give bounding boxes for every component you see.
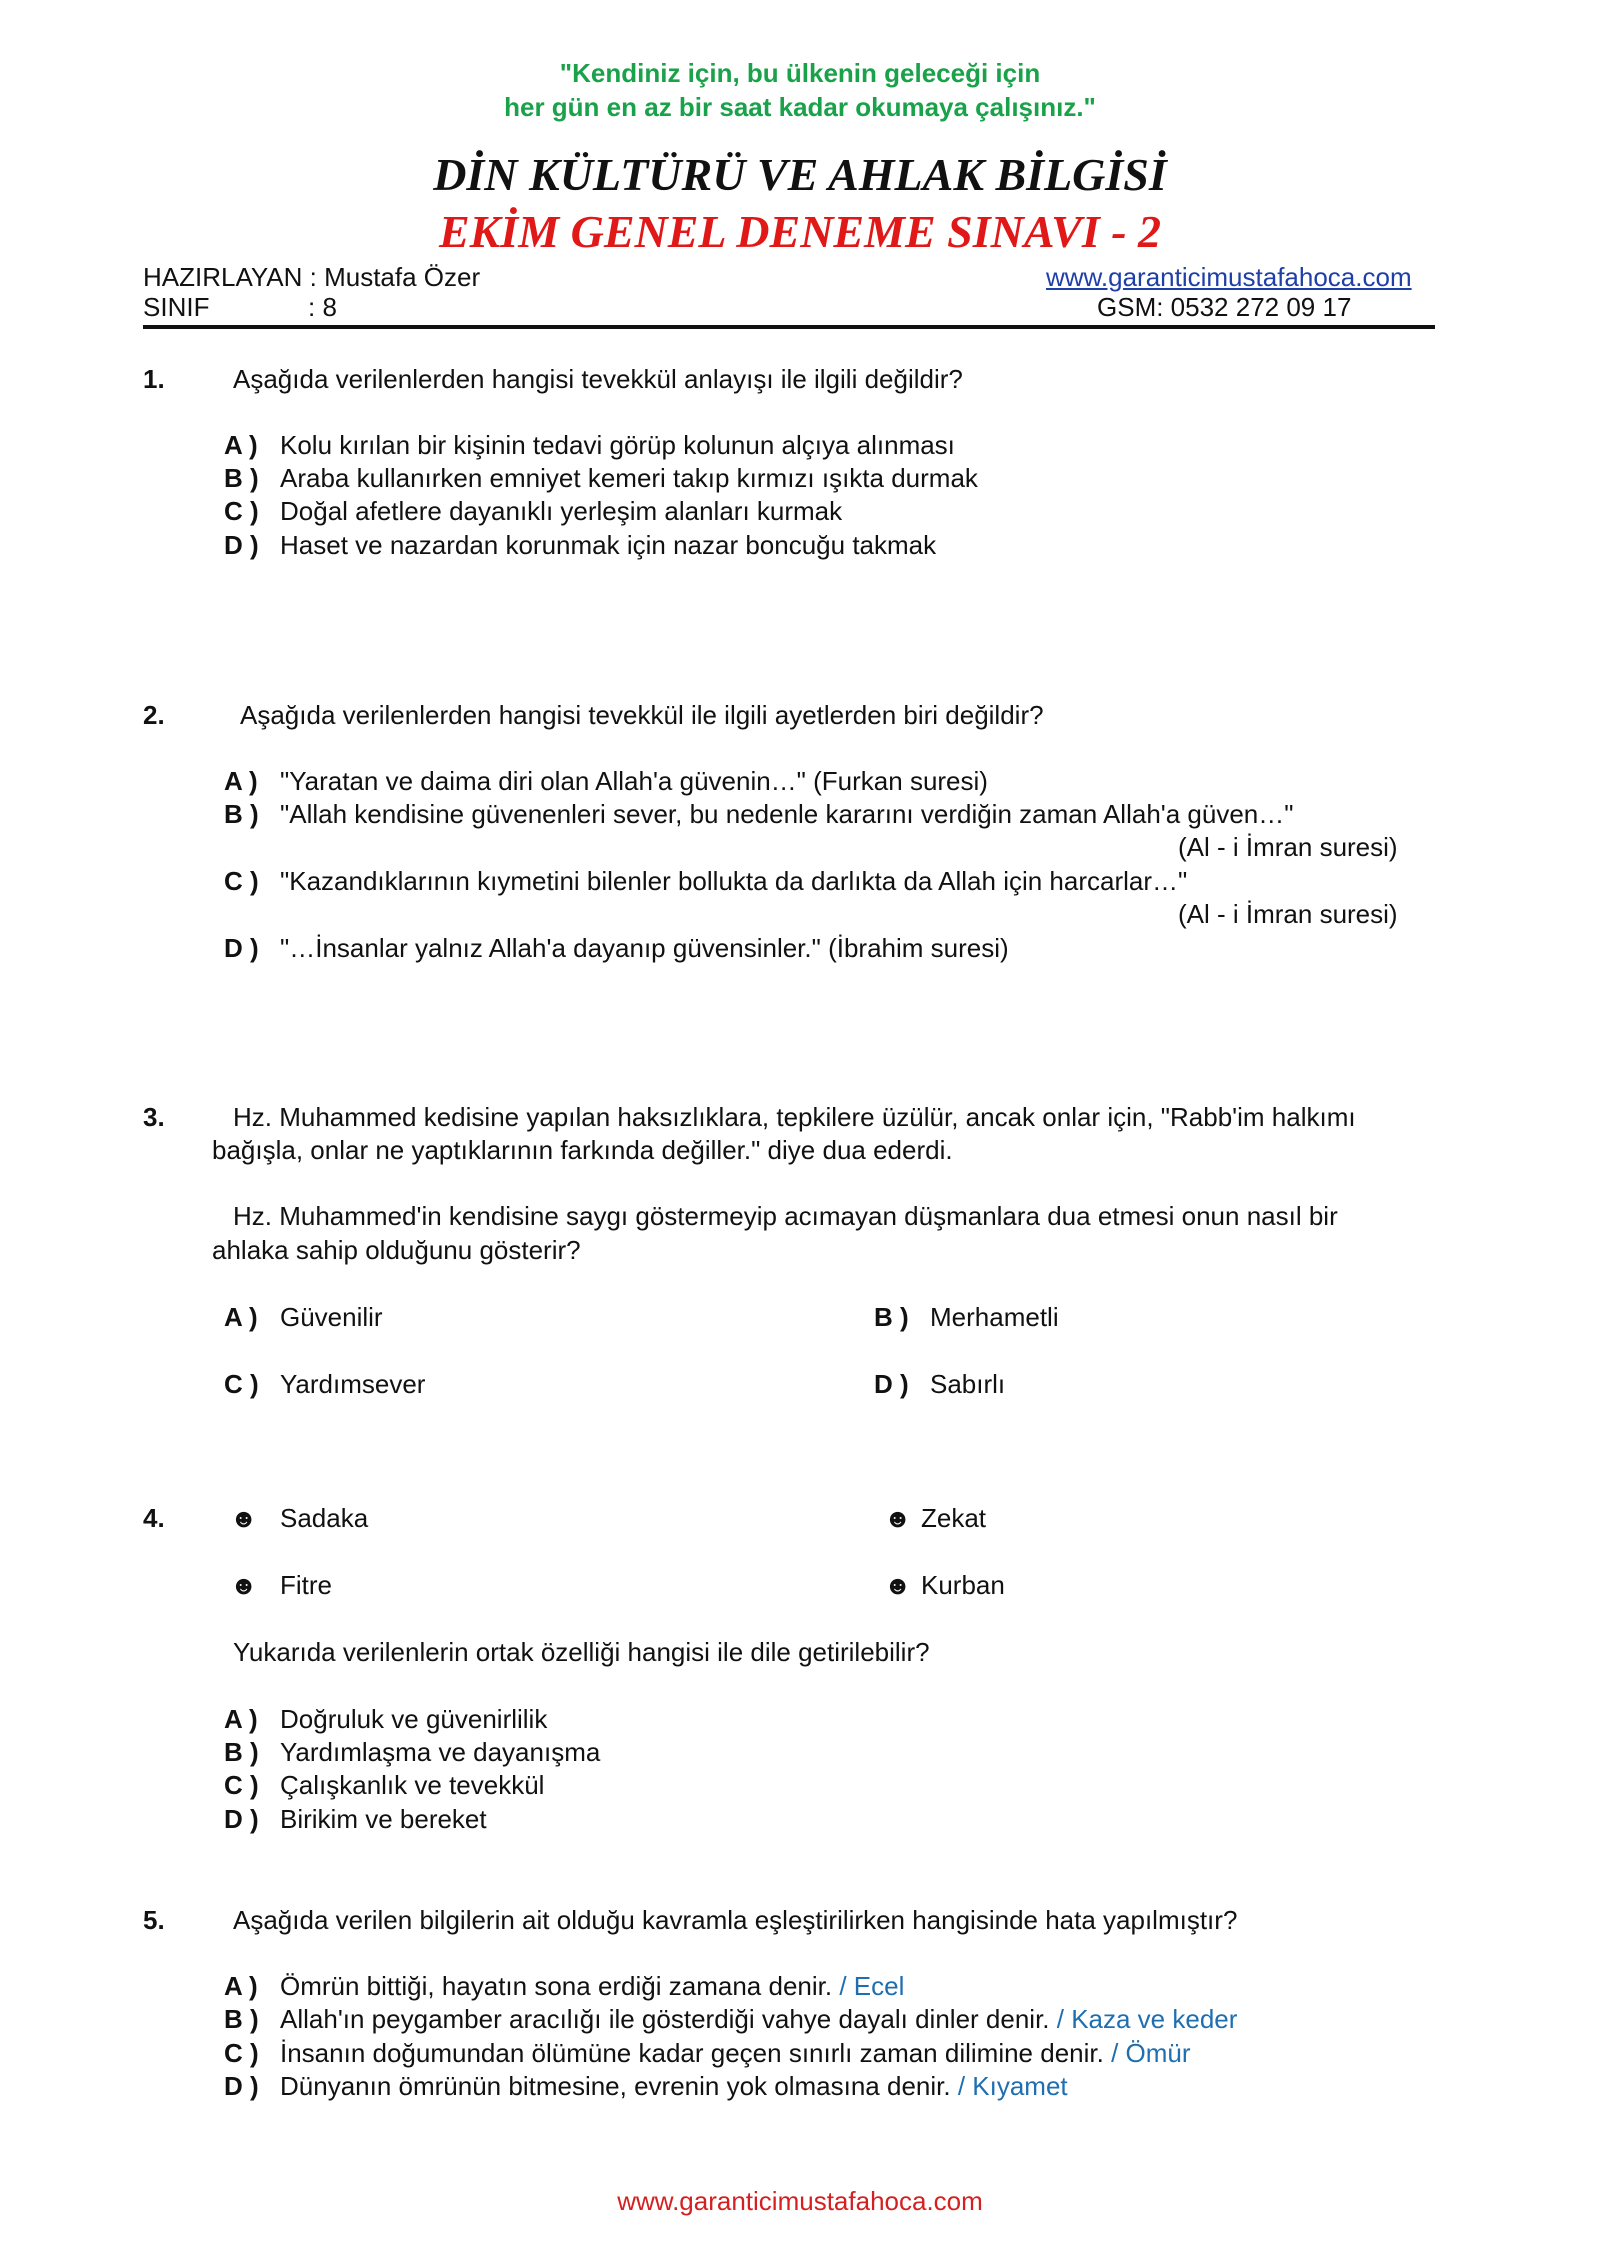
option-c[interactable] [224, 1770, 544, 1801]
option-label: A ) [224, 430, 258, 460]
option-a[interactable] [224, 766, 988, 797]
motto-line-2: her gün en az bir saat kadar okumaya çalışınız." [504, 92, 1096, 122]
option-d[interactable] [224, 2071, 1068, 2102]
option-b[interactable] [224, 799, 1294, 830]
option-text: Sabırlı [930, 1369, 1006, 1399]
question-number: 4. [143, 1503, 165, 1533]
option-text: "Yaratan ve daima diri olan Allah'a güvenin…" (Furkan suresi) [280, 766, 988, 796]
option-label: D ) [224, 2071, 259, 2101]
option-text: Yardımsever [280, 1369, 426, 1399]
list-item: Zekat [921, 1503, 987, 1533]
option-text: Kolu kırılan bir kişinin tedavi görüp kolunun alçıya alınması [280, 430, 955, 460]
option-d[interactable] [224, 933, 1009, 964]
option-a[interactable] [224, 1971, 904, 2002]
option-concept: / Ecel [839, 1971, 905, 2001]
option-a[interactable] [224, 1302, 383, 1333]
header-divider [143, 325, 1435, 329]
phone-number: GSM: 0532 272 09 17 [1097, 292, 1352, 322]
option-label: D ) [874, 1369, 909, 1399]
option-c[interactable] [224, 496, 842, 527]
option-text: Çalışkanlık ve tevekkül [280, 1770, 545, 1800]
bullet-icon: ☻ [230, 1570, 258, 1600]
option-concept: / Kaza ve keder [1056, 2004, 1238, 2034]
option-label: A ) [224, 1302, 258, 1332]
option-text: Dünyanın ömrünün bitmesine, evrenin yok olmasına denir. [280, 2071, 951, 2101]
motto-line-1: "Kendiniz için, bu ülkenin geleceği için [559, 58, 1041, 88]
option-text: Ömrün bittiği, hayatın sona erdiği zamana denir. [280, 1971, 833, 2001]
option-concept: / Ömür [1111, 2038, 1191, 2068]
footer-website[interactable]: www.garanticimustafahoca.com [617, 2186, 983, 2216]
option-label: A ) [224, 766, 258, 796]
option-c[interactable] [224, 1369, 425, 1400]
question-text-line: Hz. Muhammed kedisine yapılan haksızlıklara, tepkilere üzülür, ancak onlar için, "Rabb'im halkımı [233, 1102, 1356, 1132]
option-label: D ) [224, 1804, 259, 1834]
option-source: (Al - i İmran suresi) [1178, 832, 1398, 862]
option-label: B ) [224, 1737, 259, 1767]
question-number: 1. [143, 364, 165, 394]
option-label: B ) [874, 1302, 909, 1332]
option-text: Güvenilir [280, 1302, 383, 1332]
option-label: A ) [224, 1971, 258, 2001]
option-label: C ) [224, 1770, 259, 1800]
option-a[interactable] [224, 430, 955, 461]
bullet-icon: ☻ [884, 1570, 912, 1600]
class-label: SINIF [143, 292, 210, 322]
option-label: C ) [224, 866, 259, 896]
option-text: Haset ve nazardan korunmak için nazar boncuğu takmak [280, 530, 937, 560]
option-b[interactable] [224, 1737, 600, 1768]
list-item: Sadaka [280, 1503, 369, 1533]
option-text: Birikim ve bereket [280, 1804, 487, 1834]
question-text: Aşağıda verilen bilgilerin ait olduğu kavramla eşleştirilirken hangisinde hata yapılmıştır? [233, 1905, 1238, 1935]
option-source: (Al - i İmran suresi) [1178, 899, 1398, 929]
option-label: C ) [224, 496, 259, 526]
option-c[interactable] [224, 866, 1187, 897]
option-b[interactable] [224, 463, 978, 494]
question-text: Aşağıda verilenlerden hangisi tevekkül anlayışı ile ilgili değildir? [233, 364, 963, 394]
option-d[interactable] [874, 1369, 1005, 1400]
option-text: "Kazandıklarının kıymetini bilenler bollukta da darlıkta da Allah için harcarlar…" [280, 866, 1188, 896]
list-item: Fitre [280, 1570, 332, 1600]
option-text: Doğruluk ve güvenirlilik [280, 1704, 548, 1734]
option-label: B ) [224, 2004, 259, 2034]
question-text: Aşağıda verilenlerden hangisi tevekkül ile ilgili ayetlerden biri değildir? [240, 700, 1044, 730]
option-label: C ) [224, 2038, 259, 2068]
bullet-icon: ☻ [884, 1503, 912, 1533]
option-text: Yardımlaşma ve dayanışma [280, 1737, 601, 1767]
question-text: Yukarıda verilenlerin ortak özelliği hangisi ile dile getirilebilir? [233, 1637, 930, 1667]
class-value: : 8 [308, 292, 337, 322]
list-item: Kurban [921, 1570, 1005, 1600]
option-text: Allah'ın peygamber aracılığı ile gösterdiği vahye dayalı dinler denir. [280, 2004, 1050, 2034]
option-text: Araba kullanırken emniyet kemeri takıp kırmızı ışıkta durmak [280, 463, 978, 493]
question-number: 5. [143, 1905, 165, 1935]
question-text-line: bağışla, onlar ne yaptıklarının farkında değiller." diye dua ederdi. [212, 1135, 953, 1165]
bullet-icon: ☻ [230, 1503, 258, 1533]
option-text: Merhametli [930, 1302, 1059, 1332]
question-stem-line: Hz. Muhammed'in kendisine saygı göstermeyip acımayan düşmanlara dua etmesi onun nasıl bir [233, 1201, 1338, 1231]
option-b[interactable] [874, 1302, 1059, 1333]
exam-title: EKİM GENEL DENEME SINAVI - 2 [438, 206, 1162, 257]
question-stem-line: ahlaka sahip olduğunu gösterir? [212, 1235, 581, 1265]
option-text: "Allah kendisine güvenenleri sever, bu nedenle kararını verdiğin zaman Allah'a güven…" [280, 799, 1294, 829]
option-c[interactable] [224, 2038, 1191, 2069]
option-label: B ) [224, 799, 259, 829]
option-label: C ) [224, 1369, 259, 1399]
option-a[interactable] [224, 1704, 547, 1735]
website-link[interactable]: www.garanticimustafahoca.com [1046, 262, 1412, 292]
option-b[interactable] [224, 2004, 1237, 2035]
option-text: İnsanın doğumundan ölümüne kadar geçen sınırlı zaman dilimine denir. [280, 2038, 1104, 2068]
page-title: DİN KÜLTÜRÜ VE AHLAK BİLGİSİ [433, 149, 1167, 200]
option-concept: / Kıyamet [957, 2071, 1068, 2101]
question-number: 2. [143, 700, 165, 730]
option-text: "…İnsanlar yalnız Allah'a dayanıp güvensinler." (İbrahim suresi) [280, 933, 1009, 963]
option-label: D ) [224, 530, 259, 560]
option-label: B ) [224, 463, 259, 493]
option-text: Doğal afetlere dayanıklı yerleşim alanları kurmak [280, 496, 843, 526]
author-label: HAZIRLAYAN : Mustafa Özer [143, 262, 481, 292]
option-d[interactable] [224, 530, 936, 561]
question-number: 3. [143, 1102, 165, 1132]
option-label: D ) [224, 933, 259, 963]
option-label: A ) [224, 1704, 258, 1734]
option-d[interactable] [224, 1804, 487, 1835]
